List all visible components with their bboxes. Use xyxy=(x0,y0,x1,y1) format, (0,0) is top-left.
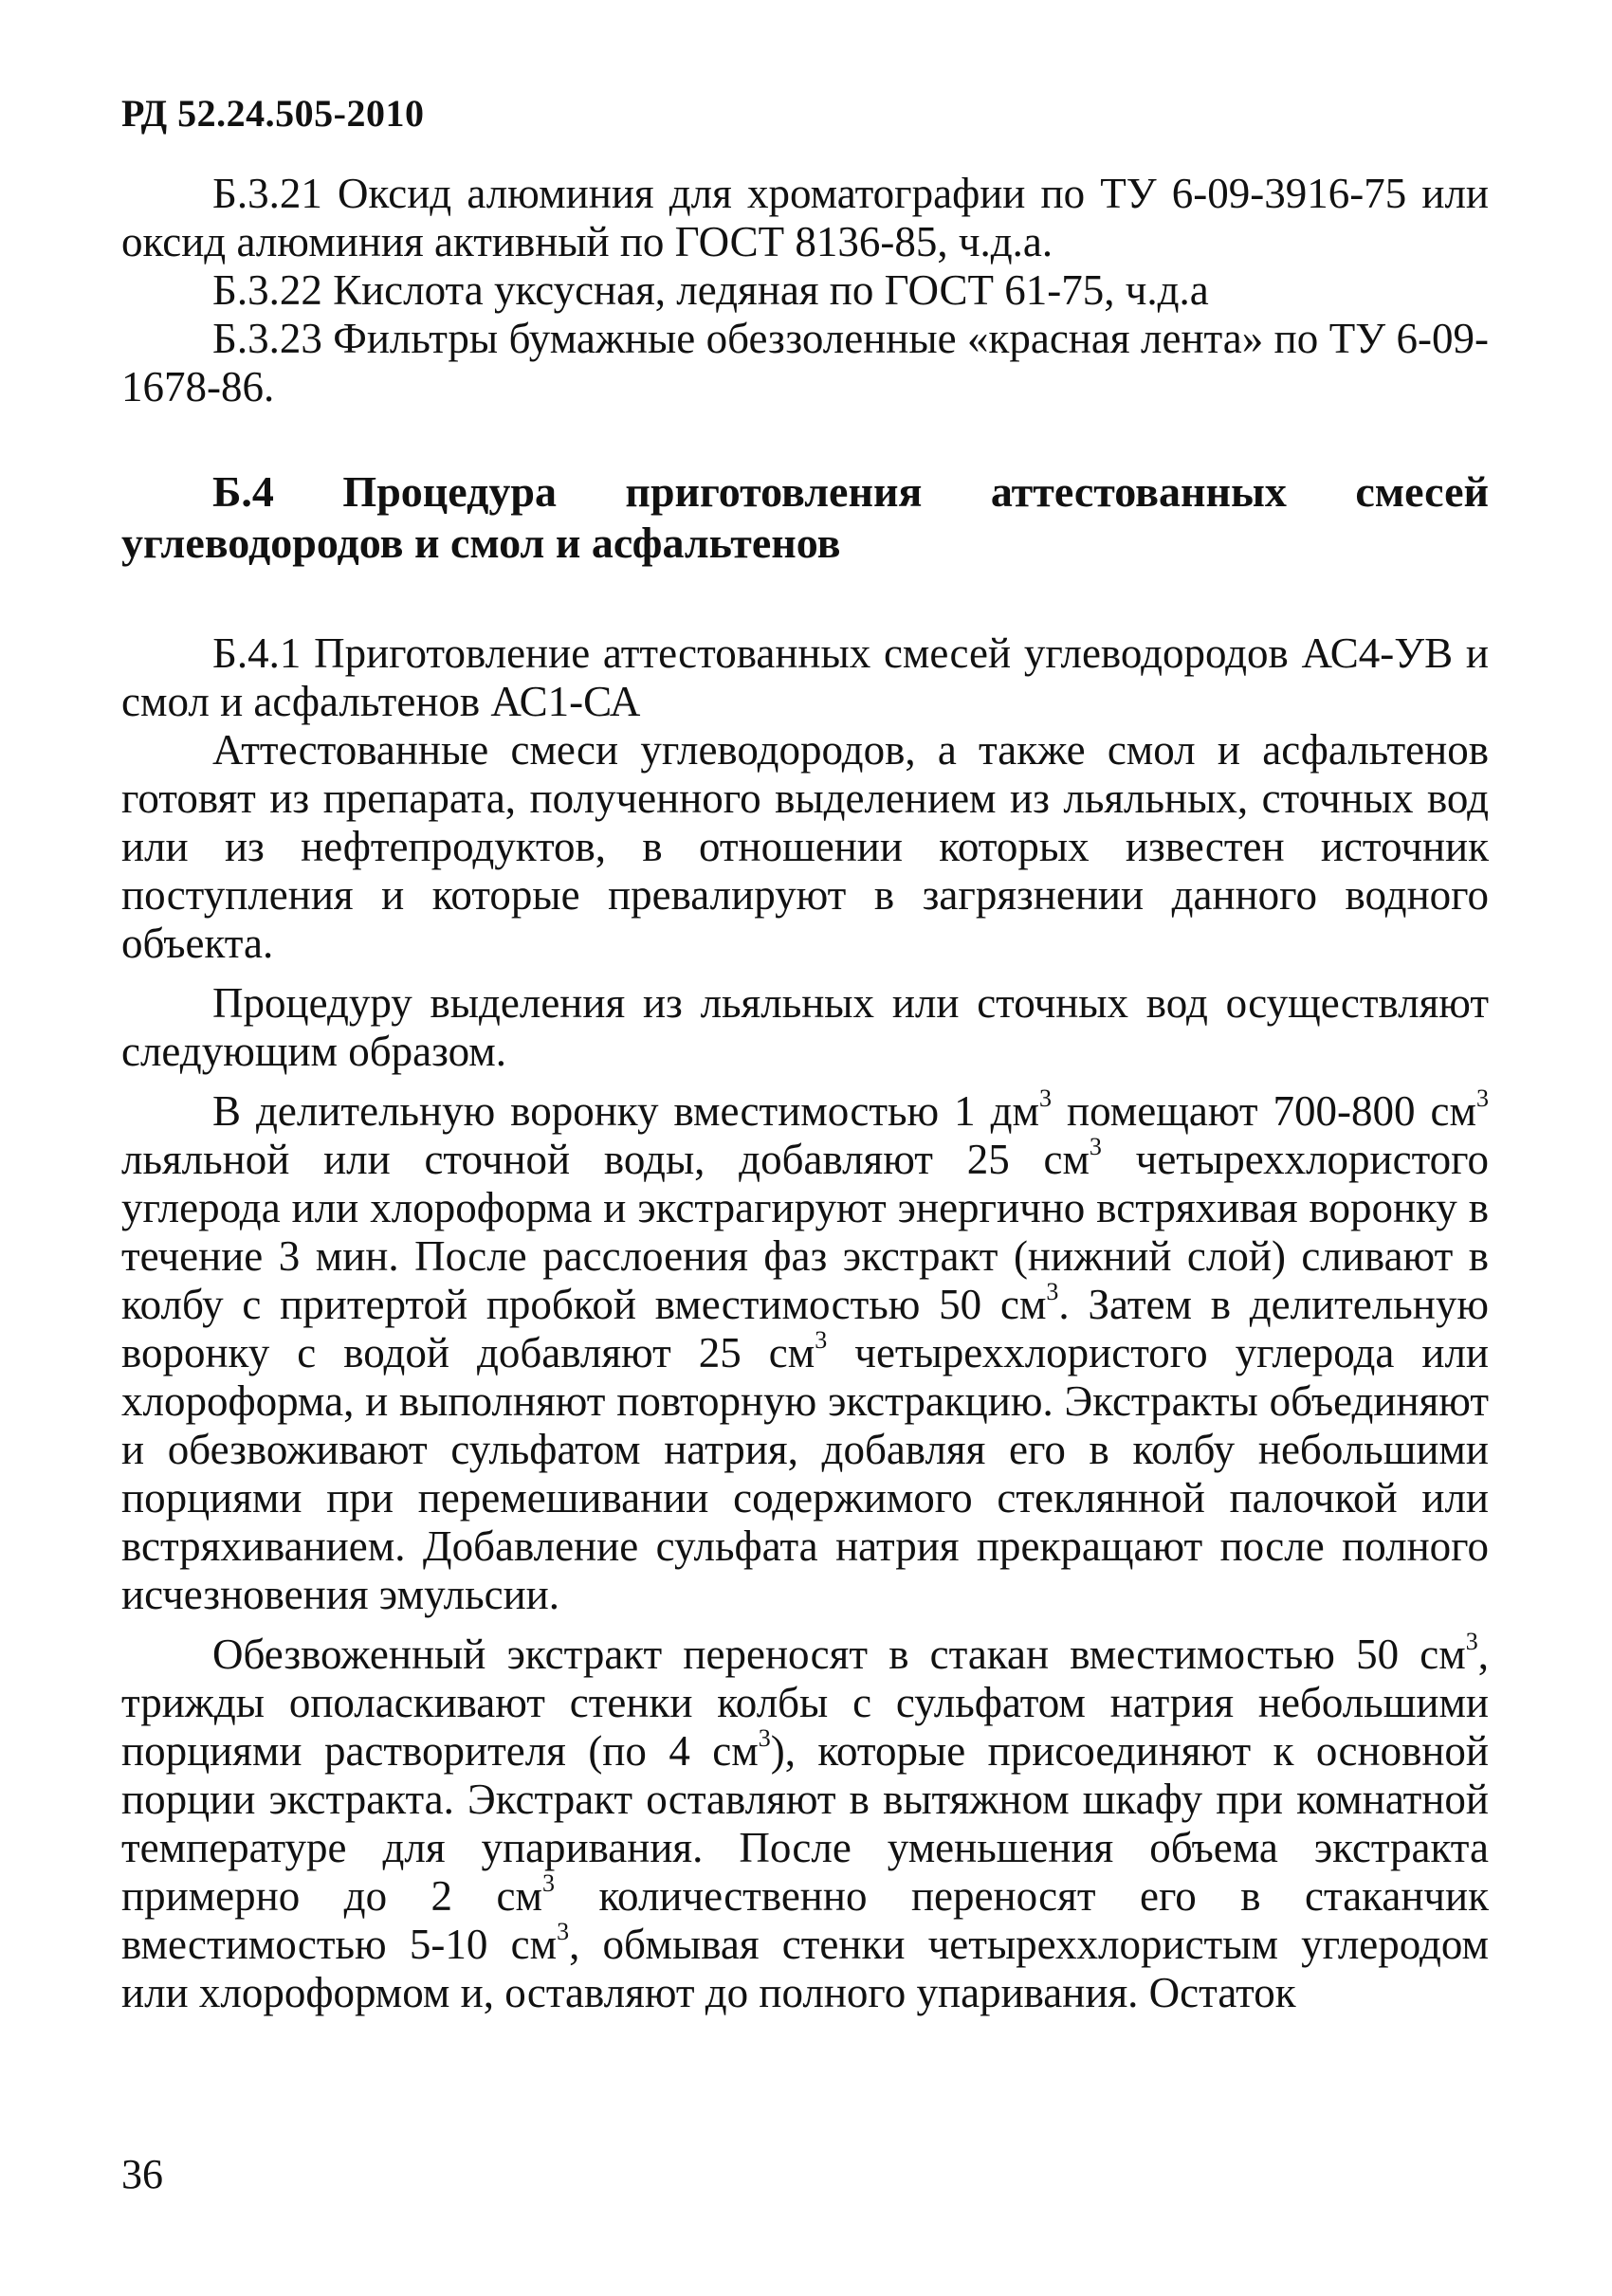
superscript: 3 xyxy=(1476,1084,1489,1112)
p3-seg-6: четыреххлористого углерода или хлороформа, и выполняют повторную экстракцию. Экстракты объединяют и обезвоживают сульфатом натрия, добавляя его в колбу небольшими порциями при перемешивании содержимого стеклянной палочкой или встряхиванием. Добавление сульфата натрия прекращают после полного исчезновения эмульсии. xyxy=(121,1329,1489,1618)
p4-seg-5: , обмывая стенки четыреххлористым углеродом или хлороформом и, оставляют до полного упаривания. Остаток xyxy=(121,1921,1489,2016)
p3-seg-1: В делительную воронку вместимостью 1 дм xyxy=(212,1087,1040,1135)
document-code: РД 52.24.505-2010 xyxy=(121,92,425,135)
materials-list xyxy=(121,170,1489,411)
p4-seg-4: количественно переносят его в стаканчик вместимостью 5-10 см xyxy=(121,1872,1489,1968)
subsection-title: Б.4.1 Приготовление аттестованных смесей углеводородов АС4-УВ и смол и асфальтенов АС1-СА xyxy=(121,629,1489,725)
superscript: 3 xyxy=(1039,1084,1053,1112)
superscript: 3 xyxy=(1465,1628,1478,1655)
p3-seg-2: помещают 700-800 см xyxy=(1052,1087,1476,1135)
item-b3-23: Б.3.23 Фильтры бумажные обеззоленные «красная лента» по ТУ 6-09-1678-86. xyxy=(121,315,1489,410)
superscript: 3 xyxy=(815,1326,828,1354)
superscript: 3 xyxy=(1046,1278,1059,1305)
paragraph-4 xyxy=(121,1628,1490,2017)
superscript: 3 xyxy=(758,1724,771,1752)
p4-seg-3: ), которые присоединяют к основной порции экстракта. Экстракт оставляют в вытяжном шкафу при комнатной температуре для упаривания. После уменьшения объема экстракта примерно до 2 см xyxy=(121,1727,1490,1920)
p3-seg-5: . Затем в делительную воронку с водой добавляют 25 см xyxy=(121,1281,1489,1376)
p3-seg-3: льяльной или сточной воды, добавляют 25 см xyxy=(121,1136,1090,1183)
superscript: 3 xyxy=(1089,1133,1102,1160)
paragraph-3 xyxy=(121,1084,1489,1619)
item-b3-22: Б.3.22 Кислота уксусная, ледяная по ГОСТ 61-75, ч.д.а xyxy=(212,266,1209,314)
section-title: Б.4 Процедура приготовления аттестованных смесей углеводородов и смол и асфальтенов xyxy=(121,467,1489,567)
subsection-block xyxy=(121,629,1489,2017)
superscript: 3 xyxy=(541,1869,555,1897)
p3-seg-4: четыреххлористого углерода или хлороформа и экстрагируют энергично встряхивая воронку в течение 3 мин. После расслоения фаз экстракт (нижний слой) сливают в колбу с притертой пробкой вместимостью 50 см xyxy=(121,1136,1489,1328)
paragraph-1: Аттестованные смеси углеводородов, а также смол и асфальтенов готовят из препарата, полученного выделением из льяльных, сточных вод или из нефтепродуктов, в отношении которых известен источник поступления и которые превалируют в загрязнении данного водного объекта. xyxy=(121,726,1489,967)
superscript: 3 xyxy=(557,1918,570,1945)
page-number: 36 xyxy=(121,2151,163,2197)
p4-seg-2: , трижды ополаскивают стенки колбы с сульфатом натрия небольшими порциями растворителя (по 4 см xyxy=(121,1631,1489,1775)
p4-seg-1: Обезвоженный экстракт переносят в стакан вместимостью 50 см xyxy=(212,1631,1466,1678)
paragraph-2: Процедуру выделения из льяльных или сточных вод осуществляют следующим образом. xyxy=(121,979,1489,1075)
item-b3-21: Б.3.21 Оксид алюминия для хроматографии по ТУ 6-09-3916-75 или оксид алюминия активный по ГОСТ 8136-85, ч.д.а. xyxy=(121,170,1489,265)
